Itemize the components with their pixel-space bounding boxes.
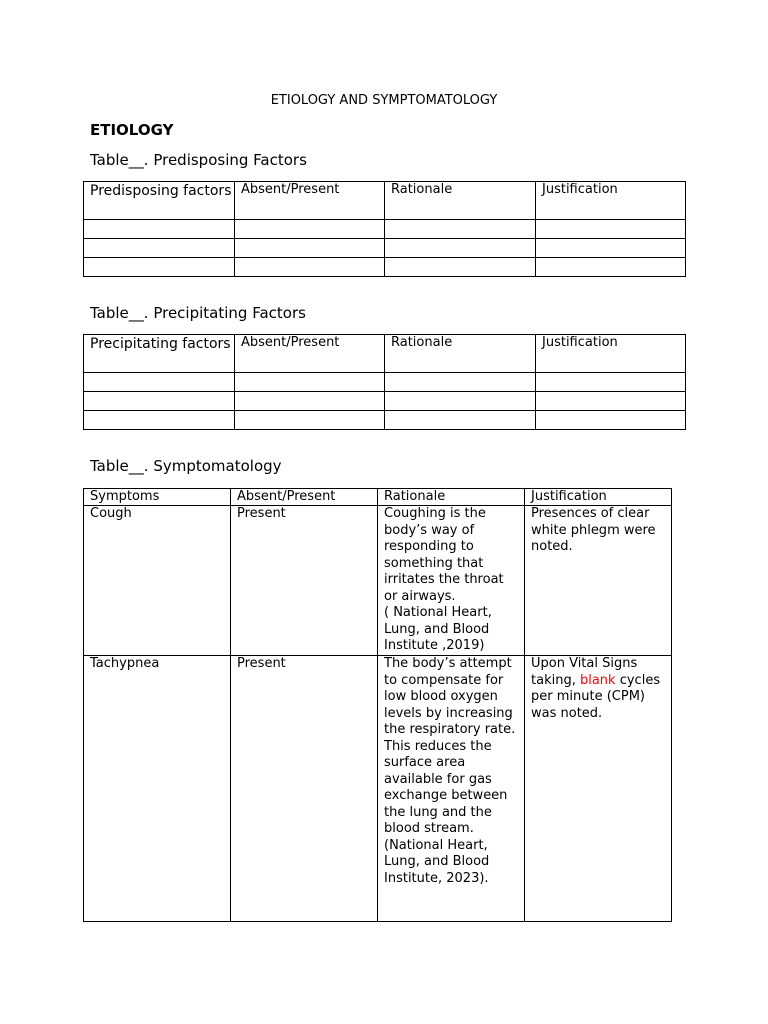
table-header-row: [84, 335, 686, 373]
empty-cell: [235, 411, 385, 430]
table-caption-symptomatology: Table__. Symptomatology: [90, 457, 282, 475]
status-cell: Present: [231, 506, 378, 656]
empty-cell: [235, 373, 385, 392]
blank-placeholder: blank: [579, 672, 616, 688]
empty-cell: [536, 258, 686, 277]
empty-cell: [84, 373, 235, 392]
header-cell: Rationale: [385, 182, 536, 220]
rationale-text: The body’s attempt to compensate for low blood oxygen levels by increasing the respiratory rate. This reduces the surface area available for gas exchange between the lung and the blood stream.: [384, 656, 516, 836]
rationale-source: (National Heart, Lung, and Blood Institute, 2023).: [384, 837, 490, 886]
precipitating-factors-table: [83, 334, 686, 430]
empty-cell: [84, 392, 235, 411]
header-cell: Justification: [525, 489, 672, 506]
table-row: [84, 392, 686, 411]
header-cell: Absent/Present: [235, 182, 385, 220]
table-caption-precipitating: Table__. Precipitating Factors: [90, 304, 306, 322]
empty-cell: [235, 239, 385, 258]
table-row: [84, 656, 672, 922]
table-header-row: [84, 489, 672, 506]
empty-cell: [235, 220, 385, 239]
table-header-row: [84, 182, 686, 220]
justification-text: Upon Vital Signs taking,: [531, 656, 638, 688]
header-cell: Rationale: [378, 489, 525, 506]
rationale-source: ( National Heart, Lung, and Blood Institute ,2019): [384, 605, 492, 653]
empty-cell: [385, 220, 536, 239]
section-heading-etiology: ETIOLOGY: [90, 121, 174, 139]
header-cell: Absent/Present: [231, 489, 378, 506]
table-row: [84, 506, 672, 656]
header-cell: Absent/Present: [235, 335, 385, 373]
empty-cell: [385, 411, 536, 430]
header-cell: Rationale: [385, 335, 536, 373]
table-row: [84, 411, 686, 430]
symptomatology-table: [83, 488, 672, 922]
empty-cell: [536, 220, 686, 239]
justification-cell: [525, 656, 672, 922]
table-row: [84, 220, 686, 239]
empty-cell: [385, 392, 536, 411]
empty-cell: [235, 392, 385, 411]
empty-cell: [536, 239, 686, 258]
empty-cell: [385, 373, 536, 392]
header-cell: Justification: [536, 335, 686, 373]
table-row: [84, 373, 686, 392]
status-cell: Present: [231, 656, 378, 922]
empty-cell: [536, 392, 686, 411]
table-row: [84, 239, 686, 258]
empty-cell: [84, 239, 235, 258]
symptom-cell: Tachypnea: [84, 656, 231, 922]
rationale-cell: [378, 656, 525, 922]
header-cell: Predisposing factors: [84, 182, 235, 220]
symptom-cell: Cough: [84, 506, 231, 656]
empty-cell: [84, 411, 235, 430]
header-cell: Justification: [536, 182, 686, 220]
empty-cell: [84, 258, 235, 277]
page-title: ETIOLOGY AND SYMPTOMATOLOGY: [270, 93, 498, 108]
empty-cell: [536, 411, 686, 430]
table-row: [84, 258, 686, 277]
empty-cell: [536, 373, 686, 392]
rationale-text: Coughing is the body’s way of responding to something that irritates the throat or airways.: [384, 506, 504, 604]
header-cell: Symptoms: [84, 489, 231, 506]
justification-text: cycles per minute (CPM) was noted.: [531, 672, 661, 721]
header-cell: Precipitating factors: [84, 335, 235, 373]
predisposing-factors-table: [83, 181, 686, 277]
empty-cell: [84, 220, 235, 239]
empty-cell: [385, 239, 536, 258]
table-caption-predisposing: Table__. Predisposing Factors: [90, 151, 307, 169]
rationale-cell: [378, 506, 525, 656]
empty-cell: [385, 258, 536, 277]
justification-cell: Presences of clear white phlegm were noted.: [525, 506, 672, 656]
empty-cell: [235, 258, 385, 277]
